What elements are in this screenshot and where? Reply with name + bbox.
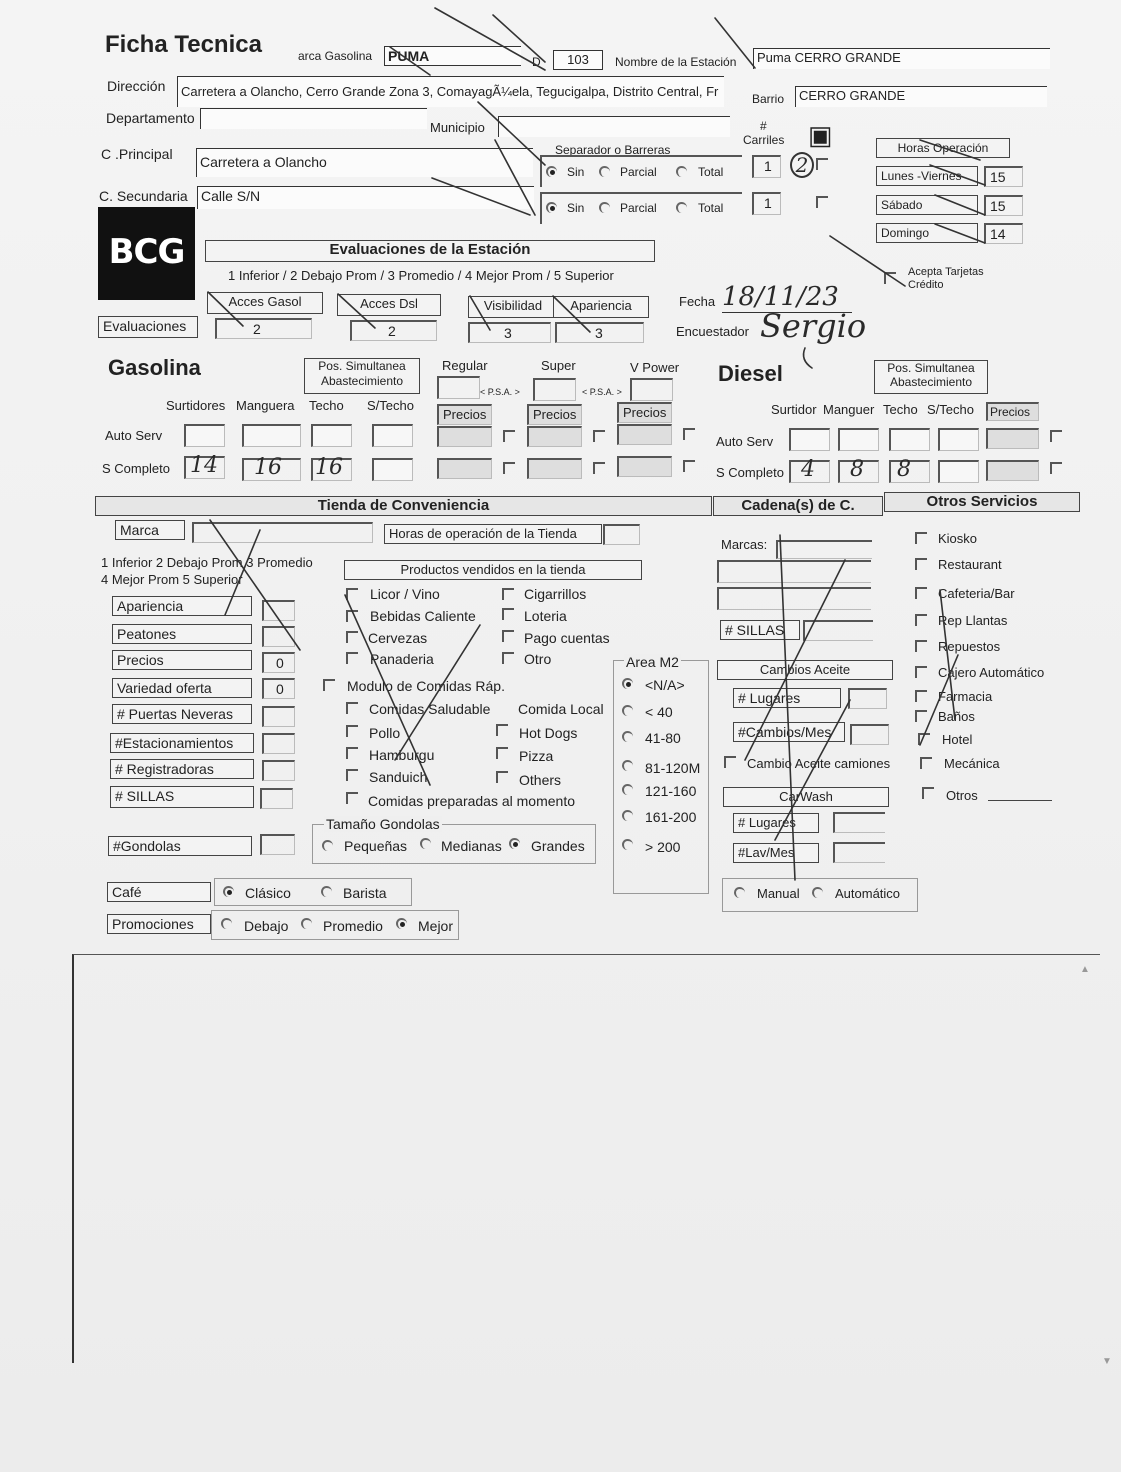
otros-line bbox=[988, 800, 1052, 801]
encuestador-value[interactable]: Sergio bbox=[760, 307, 867, 345]
gas-auto-vpower-precio[interactable] bbox=[617, 424, 672, 445]
scroll-down-icon[interactable]: ▼ bbox=[1102, 1356, 1112, 1367]
separador2-total-radio[interactable] bbox=[676, 202, 687, 213]
cadenas-title: Cadena(s) de C. bbox=[713, 496, 883, 516]
diesel-precios-label: Precios bbox=[986, 402, 1039, 421]
nombre-estacion-label: Nombre de la Estación bbox=[615, 55, 737, 69]
bebidas-label: Bebidas Caliente bbox=[370, 608, 476, 624]
marca-gasolina-label: arca Gasolina bbox=[298, 49, 373, 63]
panaderia-label: Panaderia bbox=[370, 651, 434, 667]
tienda-apariencia-field[interactable] bbox=[262, 600, 295, 621]
tienda-sillas-field[interactable] bbox=[260, 788, 293, 809]
kiosko-checkbox[interactable] bbox=[915, 532, 927, 544]
mecanica-checkbox[interactable] bbox=[920, 757, 932, 769]
separador1-total-label: Total bbox=[698, 165, 724, 179]
diesel-completo-manguer[interactable]: 8 bbox=[838, 460, 879, 483]
productos-title: Productos vendidos en la tienda bbox=[344, 560, 642, 580]
carriles2-check[interactable] bbox=[816, 196, 828, 208]
vpower-label: V Power bbox=[630, 360, 680, 375]
gasolina-pos-simultanea: Pos. Simultanea Abastecimiento bbox=[304, 358, 420, 394]
cigarrillos-label: Cigarrillos bbox=[524, 586, 587, 602]
diesel-auto-check[interactable] bbox=[1050, 430, 1062, 442]
diesel-completo-techo[interactable]: 8 bbox=[889, 460, 930, 483]
panaderia-checkbox[interactable] bbox=[346, 652, 358, 664]
horas-operacion-title: Horas Operación bbox=[876, 138, 1010, 158]
diesel-title: Diesel bbox=[718, 361, 783, 386]
diesel-auto-manguer[interactable] bbox=[838, 428, 879, 451]
cafe-clasico-label: Clásico bbox=[245, 885, 291, 901]
tienda-horas-field[interactable] bbox=[603, 524, 640, 545]
municipio-label: Municipio bbox=[430, 120, 485, 135]
evaluaciones-title: Evaluaciones de la Estación bbox=[205, 240, 655, 262]
carriles1-check[interactable] bbox=[816, 158, 828, 170]
cadenas-sillas-field[interactable] bbox=[803, 620, 873, 641]
cafe-barista-radio[interactable] bbox=[321, 886, 332, 897]
promo-mejor-label: Mejor bbox=[418, 918, 454, 934]
fecha-label: Fecha bbox=[679, 294, 716, 309]
diesel-auto-serv-label: Auto Serv bbox=[716, 434, 774, 449]
diesel-auto-surtidor[interactable] bbox=[789, 428, 830, 451]
gasolina-title: Gasolina bbox=[108, 355, 201, 380]
carwash-automatico-label: Automático bbox=[835, 886, 901, 901]
evaluaciones-label: Evaluaciones bbox=[98, 316, 198, 338]
tienda-sillas-label: # SILLAS bbox=[110, 786, 254, 808]
promo-promedio-radio[interactable] bbox=[301, 918, 312, 929]
barrio-field[interactable]: CERRO GRANDE bbox=[795, 86, 1047, 107]
carriles-label: Carriles bbox=[743, 133, 785, 147]
gas-auto-regular-precio[interactable] bbox=[437, 426, 492, 447]
cajero-label: Cajero Automático bbox=[938, 665, 1045, 680]
col-surtidores: Surtidores bbox=[166, 398, 226, 413]
gas-auto-vpower-check[interactable] bbox=[683, 428, 695, 440]
licor-label: Licor / Vino bbox=[370, 586, 440, 602]
gas-completo-manguera[interactable]: 16 bbox=[242, 458, 301, 481]
regular-precios-label: Precios bbox=[437, 404, 492, 425]
tienda-variedad-label: Variedad oferta bbox=[112, 678, 252, 698]
separador1-sin-radio[interactable] bbox=[546, 166, 557, 177]
tienda-variedad-field[interactable]: 0 bbox=[262, 678, 295, 699]
diesel-completo-stecho[interactable] bbox=[938, 460, 979, 483]
hamburguesa-label: Hamburgu bbox=[369, 747, 435, 763]
comidas-preparadas-checkbox[interactable] bbox=[346, 792, 358, 804]
cafeteria-checkbox[interactable] bbox=[915, 587, 927, 599]
acces-gasol-field[interactable]: 2 bbox=[215, 318, 312, 339]
tienda-scale-2: 4 Mejor Prom 5 Superior bbox=[101, 572, 243, 587]
tienda-marca-field[interactable] bbox=[192, 522, 373, 543]
restaurant-label: Restaurant bbox=[938, 557, 1002, 572]
diesel-auto-precio[interactable] bbox=[986, 428, 1039, 449]
gas-completo-techo[interactable]: 16 bbox=[311, 458, 352, 481]
cafe-clasico-radio[interactable] bbox=[223, 886, 234, 897]
carwash-manual-radio[interactable] bbox=[734, 887, 745, 898]
pago-cuentas-label: Pago cuentas bbox=[524, 630, 610, 646]
sabado-label: Sábado bbox=[876, 195, 978, 215]
gas-completo-surtidores[interactable]: 14 bbox=[184, 456, 225, 479]
gondolas-grandes-radio[interactable] bbox=[509, 838, 520, 849]
cambios-mes-field[interactable] bbox=[850, 724, 889, 745]
col-stecho: S/Techo bbox=[367, 398, 414, 413]
tienda-title: Tienda de Conveniencia bbox=[95, 496, 712, 516]
rep-llantas-label: Rep Llantas bbox=[938, 613, 1008, 628]
hot-dogs-checkbox[interactable] bbox=[496, 724, 508, 736]
tienda-apariencia-label: Apariencia bbox=[112, 596, 252, 616]
diesel-pos-simultanea: Pos. Simultanea Abastecimiento bbox=[874, 360, 988, 394]
pago-cuentas-checkbox[interactable] bbox=[502, 630, 514, 642]
tienda-horas-label: Horas de operación de la Tienda bbox=[384, 524, 602, 544]
others-label: Others bbox=[519, 772, 562, 788]
cadenas-marca-1[interactable] bbox=[776, 540, 872, 559]
loteria-label: Loteria bbox=[524, 608, 567, 624]
area-na-radio[interactable] bbox=[622, 678, 633, 689]
tienda-gondolas-field[interactable] bbox=[260, 834, 295, 855]
tienda-precios-field[interactable]: 0 bbox=[262, 652, 295, 673]
gondolas-pequenas-radio[interactable] bbox=[322, 840, 333, 851]
separador2-parcial-radio[interactable] bbox=[599, 202, 610, 213]
csecundaria-label: C. Secundaria bbox=[99, 188, 188, 204]
gas-auto-regular-check[interactable] bbox=[503, 430, 515, 442]
lav-mes-label: #Lav/Mes bbox=[733, 843, 819, 863]
cafeteria-label: Cafeteria/Bar bbox=[938, 586, 1015, 601]
gondolas-medianas-radio[interactable] bbox=[420, 838, 431, 849]
pizza-checkbox[interactable] bbox=[496, 747, 508, 759]
cigarrillos-checkbox[interactable] bbox=[502, 588, 514, 600]
acepta-tarjetas-checkbox[interactable] bbox=[884, 272, 896, 284]
sanduich-label: Sanduich bbox=[369, 769, 428, 785]
carriles-hash: # bbox=[760, 119, 767, 133]
municipio-field[interactable] bbox=[498, 116, 730, 137]
area-41-80-radio[interactable] bbox=[622, 731, 633, 742]
visibilidad-field[interactable]: 3 bbox=[468, 322, 551, 343]
tienda-peatones-field[interactable] bbox=[262, 626, 295, 647]
gondolas-grandes-label: Grandes bbox=[531, 838, 585, 854]
comidas-saludable-checkbox[interactable] bbox=[346, 702, 358, 714]
apariencia-eval-label: Apariencia bbox=[553, 296, 649, 318]
regular-psa-label: < P.S.A. > bbox=[480, 387, 520, 397]
area-121-160-label: 121-160 bbox=[645, 783, 697, 799]
cambios-lugares-field[interactable] bbox=[848, 688, 887, 709]
comments-textarea[interactable] bbox=[72, 954, 1100, 1363]
repuestos-checkbox[interactable] bbox=[915, 640, 927, 652]
departamento-field[interactable] bbox=[200, 108, 427, 129]
diesel-completo-label: S Completo bbox=[716, 465, 784, 480]
separador2-sin-label: Sin bbox=[567, 201, 585, 215]
evaluaciones-scale: 1 Inferior / 2 Debajo Prom / 3 Promedio / 4 Mejor Prom / 5 Superior bbox=[228, 268, 614, 283]
visibilidad-label: Visibilidad bbox=[468, 296, 558, 318]
hamburguesa-checkbox[interactable] bbox=[346, 747, 358, 759]
lunes-viernes-field[interactable]: 15 bbox=[984, 166, 1023, 187]
tienda-peatones-label: Peatones bbox=[112, 624, 252, 644]
diesel-auto-stecho[interactable] bbox=[938, 428, 979, 451]
area-81-120-radio[interactable] bbox=[622, 760, 633, 771]
carwash-lugares-field[interactable] bbox=[833, 812, 885, 833]
cervezas-checkbox[interactable] bbox=[346, 631, 358, 643]
camiones-checkbox[interactable] bbox=[724, 756, 736, 768]
barrio-label: Barrio bbox=[752, 92, 785, 106]
strike-mark bbox=[804, 348, 812, 368]
hotel-checkbox[interactable] bbox=[918, 733, 930, 745]
diesel-completo-precio[interactable] bbox=[986, 460, 1039, 481]
cadenas-marcas-label: Marcas: bbox=[721, 537, 768, 552]
kiosko-label: Kiosko bbox=[938, 531, 978, 546]
marca-gasolina-field[interactable]: PUMA bbox=[384, 46, 521, 66]
restaurant-checkbox[interactable] bbox=[915, 558, 927, 570]
gas-completo-vpower-precio[interactable] bbox=[617, 456, 672, 477]
departamento-label: Departamento bbox=[106, 110, 195, 126]
repuestos-label: Repuestos bbox=[938, 639, 1001, 654]
bebidas-checkbox[interactable] bbox=[346, 610, 358, 622]
regular-label: Regular bbox=[442, 358, 488, 373]
traffic-light-icon: ▣ bbox=[808, 120, 833, 150]
tienda-estacionamientos-label: #Estacionamientos bbox=[110, 733, 254, 753]
diesel-completo-surtidor[interactable]: 4 bbox=[789, 460, 830, 483]
sanduich-checkbox[interactable] bbox=[346, 769, 358, 781]
gas-completo-regular-precio[interactable] bbox=[437, 458, 492, 479]
otro-checkbox[interactable] bbox=[502, 652, 514, 664]
pollo-checkbox[interactable] bbox=[346, 725, 358, 737]
acces-dsl-label: Acces Dsl bbox=[337, 294, 441, 316]
tienda-puertas-label: # Puertas Neveras bbox=[112, 704, 252, 724]
scroll-up-icon[interactable]: ▲ bbox=[1080, 964, 1090, 975]
area-gt200-label: > 200 bbox=[645, 839, 681, 855]
super-psa-field[interactable] bbox=[533, 378, 576, 401]
area-41-80-label: 41-80 bbox=[645, 730, 681, 746]
gondolas-medianas-label: Medianas bbox=[441, 838, 502, 854]
direccion-field[interactable]: Carretera a Olancho, Cerro Grande Zona 3, ComayagÃ¼ela, Tegucigalpa, Distrito Central, Fr bbox=[177, 76, 724, 107]
gas-auto-manguera[interactable] bbox=[242, 424, 301, 447]
form-title: Ficha Tecnica bbox=[105, 31, 262, 58]
comidas-preparadas-label: Comidas preparadas al momento bbox=[368, 793, 575, 809]
carriles-handwritten: 2 bbox=[790, 152, 814, 178]
area-81-120-label: 81-120M bbox=[645, 760, 701, 776]
area-lt40-label: < 40 bbox=[645, 704, 673, 720]
cajero-checkbox[interactable] bbox=[915, 666, 927, 678]
comida-local-label: Comida Local bbox=[518, 701, 604, 717]
carwash-manual-label: Manual bbox=[757, 886, 800, 901]
encuestador-label: Encuestador bbox=[676, 324, 749, 339]
nombre-estacion-field[interactable]: Puma CERRO GRANDE bbox=[753, 48, 1050, 69]
tienda-scale-1: 1 Inferior 2 Debajo Prom 3 Promedio bbox=[101, 555, 313, 570]
cambios-aceite-title: Cambios Aceite bbox=[717, 660, 893, 680]
carwash-title: CarWash bbox=[723, 787, 889, 807]
lav-mes-field[interactable] bbox=[833, 842, 885, 863]
separador2-parcial-label: Parcial bbox=[620, 201, 657, 215]
apariencia-eval-field[interactable]: 3 bbox=[555, 322, 644, 343]
carwash-lugares-label: # Lugares bbox=[733, 813, 819, 833]
cafe-label: Café bbox=[107, 882, 211, 902]
bcg-logo: BCG bbox=[98, 207, 195, 300]
super-label: Super bbox=[541, 358, 576, 373]
gas-completo-super-precio[interactable] bbox=[527, 458, 582, 479]
separador1-parcial-radio[interactable] bbox=[599, 166, 610, 177]
diesel-col-manguer: Manguer bbox=[823, 402, 875, 417]
csecundaria-field[interactable]: Calle S/N bbox=[197, 186, 534, 209]
promociones-label: Promociones bbox=[107, 914, 211, 934]
cadenas-sillas-label: # SILLAS bbox=[720, 620, 800, 640]
promo-mejor-radio[interactable] bbox=[396, 918, 407, 929]
diesel-col-techo: Techo bbox=[883, 402, 918, 417]
area-121-160-radio[interactable] bbox=[622, 784, 633, 795]
banos-label: Baños bbox=[938, 709, 975, 724]
pollo-label: Pollo bbox=[369, 725, 401, 741]
pizza-label: Pizza bbox=[519, 748, 554, 764]
comidas-saludable-label: Comidas Saludable bbox=[369, 701, 491, 717]
tamano-gondolas-title: Tamaño Gondolas bbox=[326, 816, 440, 832]
diesel-completo-check[interactable] bbox=[1050, 462, 1062, 474]
diesel-col-stecho: S/Techo bbox=[927, 402, 974, 417]
gas-auto-stecho[interactable] bbox=[372, 424, 413, 447]
otros-checkbox[interactable] bbox=[922, 787, 934, 799]
area-161-200-radio[interactable] bbox=[622, 810, 633, 821]
modulo-comidas-checkbox[interactable] bbox=[323, 679, 335, 691]
carwash-automatico-radio[interactable] bbox=[812, 887, 823, 898]
fecha-value[interactable]: 18/11/23 bbox=[722, 282, 852, 313]
area-na-label: <N/A> bbox=[645, 677, 685, 693]
tienda-marca-label: Marca bbox=[115, 520, 185, 540]
promo-promedio-label: Promedio bbox=[323, 918, 383, 934]
separador1-total-radio[interactable] bbox=[676, 166, 687, 177]
super-precios-label: Precios bbox=[527, 404, 582, 425]
gas-auto-super-precio[interactable] bbox=[527, 426, 582, 447]
gas-completo-vpower-check[interactable] bbox=[683, 460, 695, 472]
gas-completo-label: S Completo bbox=[102, 461, 170, 476]
cambios-lugares-label: # Lugares bbox=[733, 688, 841, 708]
vpower-precios-label: Precios bbox=[617, 402, 672, 423]
gas-completo-stecho[interactable] bbox=[372, 458, 413, 481]
cafe-barista-label: Barista bbox=[343, 885, 387, 901]
gas-auto-serv-label: Auto Serv bbox=[105, 428, 163, 443]
carriles1-field[interactable]: 1 bbox=[752, 155, 781, 178]
super-psa-label: < P.S.A. > bbox=[582, 387, 622, 397]
gondolas-pequenas-label: Pequeñas bbox=[344, 838, 408, 854]
domingo-field[interactable]: 14 bbox=[984, 223, 1023, 244]
promo-debajo-radio[interactable] bbox=[221, 918, 232, 929]
sabado-field[interactable]: 15 bbox=[984, 195, 1023, 216]
loteria-checkbox[interactable] bbox=[502, 608, 514, 620]
separador1-parcial-label: Parcial bbox=[620, 165, 657, 179]
regular-psa-field[interactable] bbox=[437, 376, 480, 399]
banos-checkbox[interactable] bbox=[915, 710, 927, 722]
otros-servicios-title: Otros Servicios bbox=[884, 492, 1080, 512]
acces-dsl-field[interactable]: 2 bbox=[350, 320, 437, 341]
otro-label: Otro bbox=[524, 651, 552, 667]
others-checkbox[interactable] bbox=[496, 771, 508, 783]
separador2-total-label: Total bbox=[698, 201, 724, 215]
hotel-label: Hotel bbox=[942, 732, 973, 747]
farmacia-label: Farmacia bbox=[938, 689, 993, 704]
tienda-estacionamientos-field[interactable] bbox=[262, 733, 295, 754]
separador1-sin-label: Sin bbox=[567, 165, 585, 179]
diesel-col-surtidor: Surtidor bbox=[771, 402, 817, 417]
area-161-200-label: 161-200 bbox=[645, 809, 697, 825]
mecanica-label: Mecánica bbox=[944, 756, 1000, 771]
rep-llantas-checkbox[interactable] bbox=[915, 614, 927, 626]
tienda-precios-label: Precios bbox=[112, 650, 252, 670]
vpower-psa-field[interactable] bbox=[630, 378, 673, 401]
gas-auto-super-check[interactable] bbox=[593, 430, 605, 442]
tienda-puertas-field[interactable] bbox=[262, 706, 295, 727]
otros-label: Otros bbox=[946, 788, 978, 803]
area-gt200-radio[interactable] bbox=[622, 839, 633, 850]
cadenas-marca-3[interactable] bbox=[717, 587, 871, 610]
diesel-auto-techo[interactable] bbox=[889, 428, 930, 451]
separador-label: Separador o Barreras bbox=[555, 143, 671, 157]
gas-auto-surtidores[interactable] bbox=[184, 424, 225, 447]
domingo-label: Domingo bbox=[876, 223, 978, 243]
cambios-mes-label: #Cambios/Mes bbox=[733, 722, 845, 742]
area-lt40-radio[interactable] bbox=[622, 705, 633, 716]
id-field[interactable]: 103 bbox=[553, 50, 603, 70]
gas-auto-techo[interactable] bbox=[311, 424, 352, 447]
area-m2-title: Area M2 bbox=[626, 654, 679, 670]
separador2-sin-radio[interactable] bbox=[546, 202, 557, 213]
col-techo: Techo bbox=[309, 398, 344, 413]
area-m2-group bbox=[613, 660, 709, 894]
carriles2-field[interactable]: 1 bbox=[752, 192, 781, 215]
direccion-label: Dirección bbox=[107, 78, 166, 94]
promo-debajo-label: Debajo bbox=[244, 918, 289, 934]
acepta-tarjetas-label: Acepta Tarjetas Crédito bbox=[908, 266, 984, 291]
hot-dogs-label: Hot Dogs bbox=[519, 725, 578, 741]
gas-completo-super-check[interactable] bbox=[593, 462, 605, 474]
camiones-label: Cambio Aceite camiones bbox=[747, 756, 891, 771]
col-manguera: Manguera bbox=[236, 398, 295, 413]
tienda-registradoras-field[interactable] bbox=[262, 760, 295, 781]
id-label: D bbox=[532, 55, 541, 69]
licor-checkbox[interactable] bbox=[346, 588, 358, 600]
cervezas-label: Cervezas bbox=[368, 630, 428, 646]
cadenas-marca-2[interactable] bbox=[717, 560, 871, 583]
cprincipal-field[interactable]: Carretera a Olancho bbox=[196, 148, 533, 177]
tienda-registradoras-label: # Registradoras bbox=[110, 759, 254, 779]
gas-completo-regular-check[interactable] bbox=[503, 462, 515, 474]
lunes-viernes-label: Lunes -Viernes bbox=[876, 166, 978, 186]
acces-gasol-label: Acces Gasol bbox=[207, 292, 323, 314]
tienda-gondolas-label: #Gondolas bbox=[108, 836, 252, 856]
modulo-comidas-label: Modulo de Comidas Ráp. bbox=[347, 678, 505, 694]
farmacia-checkbox[interactable] bbox=[915, 690, 927, 702]
cprincipal-label: C .Principal bbox=[101, 146, 173, 162]
